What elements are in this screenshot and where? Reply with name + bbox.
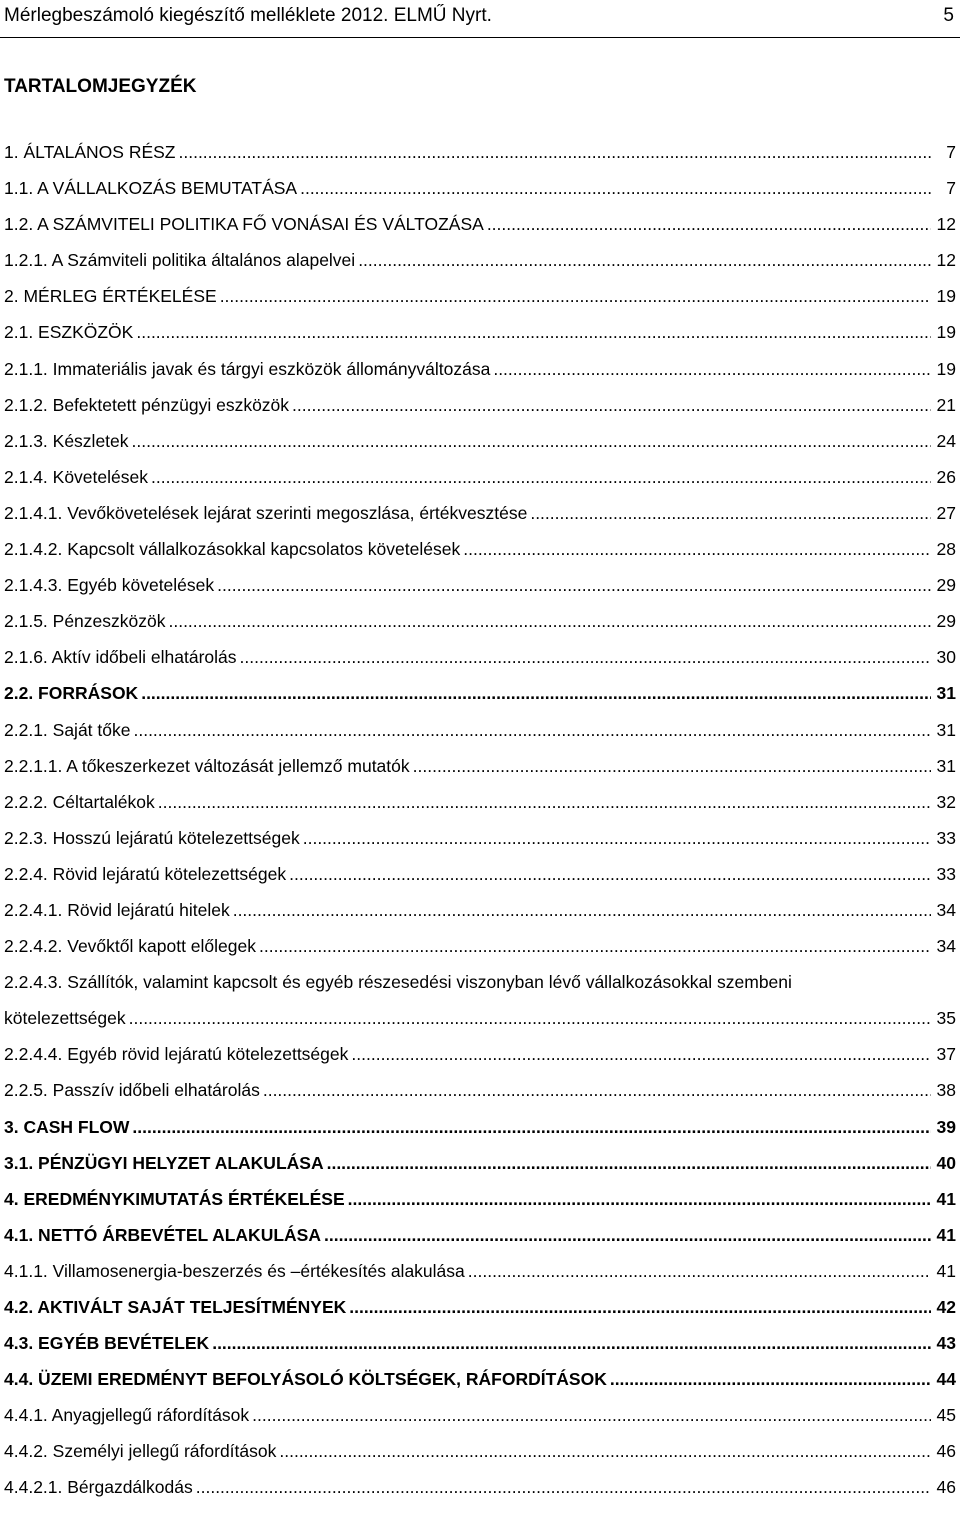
toc-entry-page: 7 bbox=[946, 142, 956, 162]
toc-dot-leader bbox=[168, 611, 931, 632]
toc-dot-leader bbox=[300, 178, 931, 199]
toc-dot-leader bbox=[158, 792, 931, 813]
toc-entry-title: 2.2.4.1. Rövid lejáratú hitelek bbox=[4, 899, 230, 920]
toc-entry[interactable] bbox=[4, 936, 956, 972]
toc-entry[interactable] bbox=[4, 756, 956, 792]
toc-dot-leader bbox=[292, 395, 931, 416]
toc-entry-title: 1.2.1. A Számviteli politika általános alapelvei bbox=[4, 250, 356, 271]
toc-entry-page: 31 bbox=[936, 683, 956, 704]
toc-dot-leader bbox=[487, 214, 931, 235]
toc-dot-leader bbox=[468, 1261, 931, 1282]
toc-entry[interactable] bbox=[4, 1153, 956, 1189]
toc-entry-page: 38 bbox=[936, 1080, 956, 1101]
toc-entry[interactable] bbox=[4, 1080, 956, 1116]
toc-entry-page: 28 bbox=[936, 539, 956, 560]
toc-dot-leader bbox=[132, 431, 931, 452]
toc-entry-page: 31 bbox=[936, 755, 956, 776]
toc-entry-title: 3.1. PÉNZÜGYI HELYZET ALAKULÁSA bbox=[4, 1152, 324, 1173]
toc-entry[interactable] bbox=[4, 611, 956, 647]
toc-entry[interactable] bbox=[4, 250, 956, 286]
toc-dot-leader bbox=[240, 647, 931, 668]
toc-entry-title: 2.1.4. Követelések bbox=[4, 466, 148, 487]
toc-dot-leader bbox=[133, 720, 931, 741]
page-number: 5 bbox=[943, 5, 954, 26]
toc-entry-title: 2.1.3. Készletek bbox=[4, 430, 129, 451]
toc-entry-title: 2.1.4.2. Kapcsolt vállalkozásokkal kapcsolatos követelések bbox=[4, 539, 461, 560]
toc-entry-page: 29 bbox=[936, 575, 956, 596]
toc-dot-leader bbox=[252, 1405, 931, 1426]
toc-dot-leader bbox=[327, 1153, 931, 1174]
toc-entry[interactable] bbox=[4, 1008, 956, 1044]
toc-entry-title: 2.2.1. Saját tőke bbox=[4, 719, 131, 740]
toc-entry[interactable] bbox=[4, 178, 956, 214]
toc-entry-title: 2.2.4. Rövid lejáratú kötelezettségek bbox=[4, 863, 287, 884]
page-header bbox=[0, 0, 960, 38]
toc-entry-title: 2.2.4.2. Vevőktől kapott előlegek bbox=[4, 936, 256, 957]
toc-entry-title: 4.1.1. Villamosenergia-beszerzés és –értékesítés alakulása bbox=[4, 1260, 465, 1281]
toc-entry[interactable] bbox=[4, 1297, 956, 1333]
toc-entry-page: 12 bbox=[936, 250, 956, 271]
toc-dot-leader bbox=[493, 359, 931, 380]
toc-entry-title: 4.4. ÜZEMI EREDMÉNYT BEFOLYÁSOLÓ KÖLTSÉGEK, RÁFORDÍTÁSOK bbox=[4, 1369, 607, 1390]
toc-entry-title: 2.2.1.1. A tőkeszerkezet változását jellemző mutatók bbox=[4, 755, 410, 776]
toc-entry-page: 33 bbox=[936, 827, 956, 848]
toc-entry-title: 1.1. A VÁLLALKOZÁS BEMUTATÁSA bbox=[4, 178, 298, 199]
toc-dot-leader bbox=[220, 286, 931, 307]
toc-entry[interactable] bbox=[4, 539, 956, 575]
toc-entry-title: 3. CASH FLOW bbox=[4, 1116, 130, 1137]
toc-entry[interactable] bbox=[4, 575, 956, 611]
toc-entry-title: 4.1. NETTÓ ÁRBEVÉTEL ALAKULÁSA bbox=[4, 1224, 321, 1245]
toc-entry-title: 2.2.2. Céltartalékok bbox=[4, 791, 155, 812]
toc-entry-title: 2.1.5. Pénzeszközök bbox=[4, 611, 166, 632]
toc-entry[interactable] bbox=[4, 792, 956, 828]
toc-entry-title: 2.1.4.1. Vevőkövetelések lejárat szerinti megoszlása, értékvesztése bbox=[4, 502, 528, 523]
toc-entry-page: 39 bbox=[936, 1116, 956, 1137]
toc-entry[interactable] bbox=[4, 864, 956, 900]
toc-entry-title: 2.1. ESZKÖZÖK bbox=[4, 322, 134, 343]
toc-entry-page: 32 bbox=[936, 791, 956, 812]
toc-entry-page: 19 bbox=[936, 322, 956, 343]
toc-entry-page: 30 bbox=[936, 647, 956, 668]
toc-entry[interactable] bbox=[4, 1477, 956, 1513]
toc-entry-page: 41 bbox=[936, 1260, 956, 1281]
toc-entry-page: 44 bbox=[936, 1369, 956, 1390]
toc-entry-page: 40 bbox=[936, 1152, 956, 1173]
toc-entry[interactable] bbox=[4, 1261, 956, 1297]
toc-entry-title: 2.2. FORRÁSOK bbox=[4, 683, 139, 704]
toc-entry[interactable] bbox=[4, 1405, 956, 1441]
toc-entry-page: 37 bbox=[936, 1044, 956, 1065]
toc-entry-title: 2.2.4.4. Egyéb rövid lejáratú kötelezettségek bbox=[4, 1044, 349, 1065]
toc-entry[interactable] bbox=[4, 1044, 956, 1080]
toc-entry-title: 2.1.4.3. Egyéb követelések bbox=[4, 575, 215, 596]
toc-entry-title: 2.1.1. Immateriális javak és tárgyi eszközök állományváltozása bbox=[4, 358, 491, 379]
toc-entry-page: 27 bbox=[936, 502, 956, 523]
toc-dot-leader bbox=[212, 1333, 931, 1354]
toc-entry-title: 4.3. EGYÉB BEVÉTELEK bbox=[4, 1333, 210, 1354]
toc-dot-leader bbox=[413, 756, 931, 777]
toc-entry-title: 1. ÁLTALÁNOS RÉSZ bbox=[4, 142, 176, 162]
toc-entry-title: 2.1.6. Aktív időbeli elhatárolás bbox=[4, 647, 237, 668]
toc-entry[interactable] bbox=[4, 900, 956, 936]
toc-dot-leader bbox=[349, 1297, 931, 1318]
toc-entry-page: 46 bbox=[936, 1477, 956, 1498]
toc-entry[interactable] bbox=[4, 467, 956, 503]
toc-entry[interactable] bbox=[4, 431, 956, 467]
toc-dot-leader bbox=[303, 828, 931, 849]
toc-entry-page: 19 bbox=[936, 358, 956, 379]
toc-entry[interactable] bbox=[4, 683, 956, 719]
toc-entry-page: 43 bbox=[936, 1333, 956, 1354]
toc-entry-page: 26 bbox=[936, 466, 956, 487]
toc-entry-page: 19 bbox=[936, 286, 956, 307]
toc-entry[interactable] bbox=[4, 1441, 956, 1477]
toc-entry-page: 24 bbox=[936, 430, 956, 451]
toc-entry[interactable] bbox=[4, 1189, 956, 1225]
toc-dot-leader bbox=[136, 322, 931, 343]
toc-entry-page: 45 bbox=[936, 1405, 956, 1426]
toc-entry[interactable] bbox=[4, 142, 956, 178]
toc-entry-page: 7 bbox=[946, 178, 956, 199]
toc-entry[interactable] bbox=[4, 1333, 956, 1369]
toc-dot-leader bbox=[279, 1441, 931, 1462]
toc-entry[interactable] bbox=[4, 286, 956, 322]
toc-dot-leader bbox=[263, 1080, 931, 1101]
toc-entry[interactable] bbox=[4, 214, 956, 250]
toc-entry[interactable] bbox=[4, 395, 956, 431]
toc-entry-title: 4. EREDMÉNYKIMUTATÁS ÉRTÉKELÉSE bbox=[4, 1188, 345, 1209]
toc-dot-leader bbox=[348, 1189, 931, 1210]
toc-dot-leader bbox=[289, 864, 931, 885]
toc-entry[interactable] bbox=[4, 503, 956, 539]
toc-dot-leader bbox=[610, 1369, 931, 1390]
toc-entry[interactable] bbox=[4, 647, 956, 683]
toc-dot-leader bbox=[141, 683, 931, 704]
toc-dot-leader bbox=[259, 936, 931, 957]
toc-dot-leader bbox=[233, 900, 931, 921]
toc-entry-page: 33 bbox=[936, 863, 956, 884]
toc-entry[interactable] bbox=[4, 1225, 956, 1261]
toc-entry-page: 34 bbox=[936, 936, 956, 957]
toc-entry[interactable] bbox=[4, 828, 956, 864]
toc-dot-leader bbox=[132, 1117, 931, 1138]
toc-heading: TARTALOMJEGYZÉK bbox=[4, 76, 197, 97]
toc-entry-page: 35 bbox=[936, 1008, 956, 1029]
toc-entry-title: 4.4.1. Anyagjellegű ráfordítások bbox=[4, 1405, 250, 1426]
toc-entry-title: 2.1.2. Befektetett pénzügyi eszközök bbox=[4, 394, 290, 415]
table-of-contents bbox=[4, 142, 956, 1514]
toc-entry-title: 4.4.2.1. Bérgazdálkodás bbox=[4, 1477, 193, 1498]
toc-entry-title: 1.2. A SZÁMVITELI POLITIKA FŐ VONÁSAI ÉS VÁLTOZÁSA bbox=[4, 214, 484, 235]
toc-entry-page: 21 bbox=[936, 394, 956, 415]
toc-dot-leader bbox=[129, 1008, 931, 1029]
toc-entry[interactable] bbox=[4, 359, 956, 395]
toc-entry[interactable] bbox=[4, 972, 956, 1008]
toc-entry-page: 46 bbox=[936, 1441, 956, 1462]
toc-entry-title: kötelezettségek bbox=[4, 1008, 126, 1029]
toc-dot-leader bbox=[530, 503, 931, 524]
toc-entry[interactable] bbox=[4, 720, 956, 756]
toc-entry-title: 2.2.3. Hosszú lejáratú kötelezettségek bbox=[4, 827, 300, 848]
toc-entry[interactable] bbox=[4, 1117, 956, 1153]
toc-entry-title: 4.4.2. Személyi jellegű ráfordítások bbox=[4, 1441, 277, 1462]
toc-dot-leader bbox=[463, 539, 931, 560]
toc-dot-leader bbox=[324, 1225, 931, 1246]
toc-entry-page: 41 bbox=[936, 1188, 956, 1209]
toc-entry-title: 2.2.4.3. Szállítók, valamint kapcsolt és egyéb részesedési viszonyban lévő vállalkozásokkal szembeni bbox=[4, 972, 792, 993]
toc-dot-leader bbox=[179, 142, 932, 163]
toc-entry-page: 41 bbox=[936, 1224, 956, 1245]
toc-entry[interactable] bbox=[4, 322, 956, 358]
toc-entry-page: 34 bbox=[936, 899, 956, 920]
toc-entry-title: 2. MÉRLEG ÉRTÉKELÉSE bbox=[4, 286, 217, 307]
toc-entry-page: 42 bbox=[936, 1297, 956, 1317]
toc-entry[interactable] bbox=[4, 1369, 956, 1405]
toc-entry-page: 29 bbox=[936, 611, 956, 632]
toc-entry-title: 4.2. AKTIVÁLT SAJÁT TELJESÍTMÉNYEK bbox=[4, 1297, 347, 1317]
toc-dot-leader bbox=[217, 575, 931, 596]
toc-entry-title: 2.2.5. Passzív időbeli elhatárolás bbox=[4, 1080, 260, 1101]
toc-dot-leader bbox=[196, 1477, 931, 1498]
toc-dot-leader bbox=[358, 250, 931, 271]
toc-dot-leader bbox=[351, 1044, 931, 1065]
document-title: Mérlegbeszámoló kiegészítő melléklete 2012. ELMŰ Nyrt. bbox=[4, 5, 492, 26]
toc-entry-page: 12 bbox=[936, 214, 956, 235]
toc-dot-leader bbox=[151, 467, 931, 488]
toc-entry-page: 31 bbox=[936, 719, 956, 740]
